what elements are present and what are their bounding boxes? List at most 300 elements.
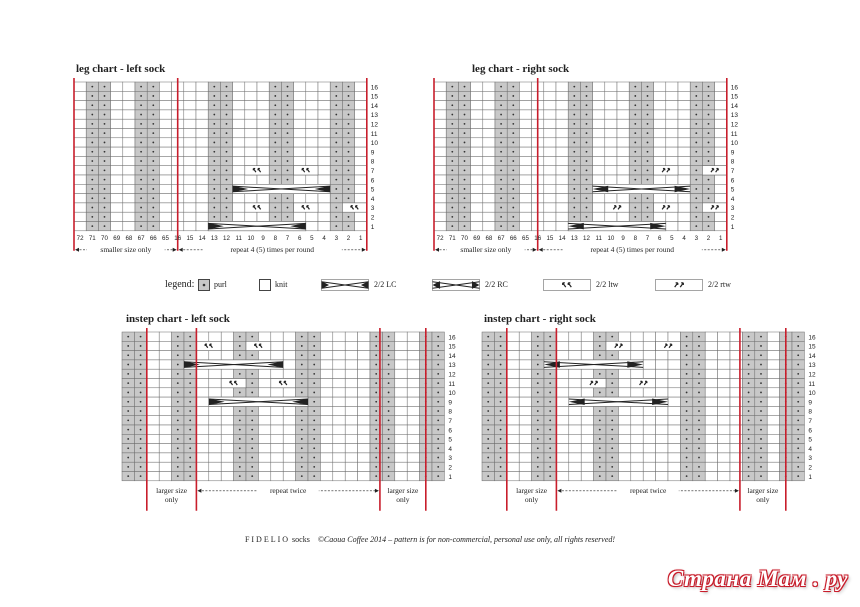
knit-cell	[666, 82, 678, 91]
purl-dot	[549, 373, 551, 375]
knit-cell	[666, 156, 678, 165]
row-number: 7	[808, 417, 813, 425]
knit-cell	[345, 434, 357, 443]
section-label: only	[164, 494, 179, 504]
knit-cell	[715, 175, 727, 184]
knit-cell	[355, 138, 367, 147]
knit-cell	[147, 444, 159, 453]
purl-dot	[686, 447, 688, 449]
knit-cell	[666, 194, 678, 203]
knit-cell	[333, 351, 345, 360]
purl-dot	[537, 429, 539, 431]
purl-dot	[313, 429, 315, 431]
column-label: 3	[694, 234, 699, 242]
knit-cell	[605, 194, 617, 203]
knit-cell	[74, 156, 86, 165]
knit-cell	[705, 406, 717, 415]
purl-dot	[226, 86, 228, 88]
knit-cell	[355, 222, 367, 231]
purl-dot	[375, 401, 377, 403]
knit-cell	[111, 156, 123, 165]
knit-cell	[159, 194, 171, 203]
column-label: 6	[657, 234, 662, 242]
purl-dot	[487, 401, 489, 403]
knit-cell	[159, 444, 171, 453]
knit-cell	[209, 332, 221, 341]
knit-cell	[718, 397, 730, 406]
purl-dot	[348, 179, 350, 181]
purl-dot	[549, 410, 551, 412]
knit-cell	[258, 388, 270, 397]
section-label: repeat twice	[629, 485, 667, 495]
knit-cell	[618, 416, 630, 425]
purl-dot	[226, 169, 228, 171]
left-cross-symbol	[208, 222, 306, 231]
purl-dot	[500, 345, 502, 347]
purl-dot	[313, 354, 315, 356]
column-label: 1	[358, 234, 363, 242]
row-number: 15	[370, 93, 379, 101]
knit-cell	[407, 332, 419, 341]
knit-cell	[507, 332, 519, 341]
purl-dot	[647, 151, 649, 153]
purl-dot	[104, 197, 106, 199]
purl-dot	[760, 447, 762, 449]
purl-dot	[686, 410, 688, 412]
row-number: 12	[370, 121, 379, 129]
knit-cell	[618, 369, 630, 378]
knit-cell	[318, 166, 330, 175]
purl-dot	[313, 419, 315, 421]
purl-dot	[500, 216, 502, 218]
purl-dot	[537, 419, 539, 421]
purl-dot	[213, 95, 215, 97]
knit-cell	[618, 332, 630, 341]
purl-dot	[797, 336, 799, 338]
purl-dot	[140, 104, 142, 106]
purl-dot	[287, 197, 289, 199]
knit-cell	[111, 119, 123, 128]
knit-cell	[184, 119, 196, 128]
column-label: 65	[522, 234, 529, 242]
purl-dot	[239, 429, 241, 431]
knit-cell	[209, 453, 221, 462]
purl-dot	[213, 142, 215, 144]
row-number: 6	[370, 177, 375, 185]
knit-cell	[715, 91, 727, 100]
knit-cell	[434, 129, 446, 138]
knit-cell	[111, 175, 123, 184]
purl-dot	[512, 207, 514, 209]
purl-dot	[335, 225, 337, 227]
knit-cell	[434, 101, 446, 110]
row-number: 9	[730, 149, 735, 157]
purl-dot	[388, 392, 390, 394]
column-label: 71	[448, 234, 456, 242]
knit-cell	[654, 119, 666, 128]
knit-cell	[544, 119, 556, 128]
knit-cell	[668, 453, 680, 462]
knit-cell	[333, 360, 345, 369]
knit-cell	[569, 453, 581, 462]
row-number: 14	[808, 352, 816, 360]
column-label: 72	[436, 234, 444, 242]
knit-cell	[705, 444, 717, 453]
purl-dot	[797, 475, 799, 477]
purl-dot	[611, 382, 613, 384]
purl-dot	[586, 86, 588, 88]
knit-cell	[111, 184, 123, 193]
purl-dot	[797, 345, 799, 347]
knit-cell	[395, 406, 407, 415]
knit-cell	[355, 156, 367, 165]
knit-cell	[294, 147, 306, 156]
purl-dot	[695, 151, 697, 153]
purl-dot	[500, 123, 502, 125]
knit-cell	[705, 472, 717, 481]
purl-dot	[91, 114, 93, 116]
purl-dot	[213, 114, 215, 116]
knit-cell	[320, 472, 332, 481]
purl-dot	[797, 401, 799, 403]
knit-cell	[643, 332, 655, 341]
knit-icon	[259, 279, 271, 291]
purl-dot	[226, 151, 228, 153]
knit-cell	[245, 147, 257, 156]
purl-dot	[437, 466, 439, 468]
legend-heading: legend:	[165, 279, 195, 290]
knit-cell	[618, 453, 630, 462]
knit-cell	[718, 462, 730, 471]
purl-dot	[388, 354, 390, 356]
knit-cell	[544, 147, 556, 156]
knit-cell	[519, 388, 531, 397]
column-label: 4	[322, 234, 326, 242]
purl-dot	[375, 447, 377, 449]
purl-dot	[537, 392, 539, 394]
purl-dot	[226, 207, 228, 209]
knit-cell	[159, 360, 171, 369]
row-number: 3	[730, 205, 735, 213]
knit-cell	[705, 416, 717, 425]
knit-cell	[556, 444, 568, 453]
knit-cell	[221, 472, 233, 481]
purl-dot	[698, 410, 700, 412]
section-label: repeat 4 (5) times per round	[230, 244, 315, 254]
knit-cell	[617, 82, 629, 91]
knit-cell	[320, 397, 332, 406]
knit-cell	[519, 472, 531, 481]
purl-dot	[335, 142, 337, 144]
purl-dot	[239, 475, 241, 477]
purl-dot	[573, 132, 575, 134]
purl-dot	[512, 179, 514, 181]
purl-dot	[537, 336, 539, 338]
column-label: 12	[583, 234, 590, 242]
purl-dot	[599, 447, 601, 449]
row-number: 3	[448, 455, 453, 463]
legend-label-rtw: 2/2 rtw	[708, 280, 731, 289]
purl-dot	[348, 169, 350, 171]
purl-dot	[451, 151, 453, 153]
purl-dot	[274, 151, 276, 153]
knit-cell	[306, 138, 318, 147]
purl-dot	[748, 401, 750, 403]
knit-cell	[556, 351, 568, 360]
column-label: 69	[113, 234, 121, 242]
purl-dot	[388, 382, 390, 384]
purl-dot	[797, 382, 799, 384]
knit-cell	[715, 147, 727, 156]
row-number: 11	[730, 130, 738, 138]
purl-dot	[464, 179, 466, 181]
knit-cell	[209, 351, 221, 360]
knit-cell	[434, 184, 446, 193]
knit-cell	[556, 175, 568, 184]
purl-dot	[287, 104, 289, 106]
section-label: smaller size only	[460, 244, 512, 254]
knit-cell	[471, 175, 483, 184]
knit-cell	[395, 462, 407, 471]
purl-dot	[348, 151, 350, 153]
knit-cell	[320, 444, 332, 453]
purl-dot	[152, 216, 154, 218]
row-number: 15	[448, 343, 456, 351]
knit-cell	[184, 82, 196, 91]
knit-cell	[654, 175, 666, 184]
purl-dot	[127, 438, 129, 440]
purl-dot	[611, 373, 613, 375]
purl-dot	[388, 401, 390, 403]
knit-cell	[593, 166, 605, 175]
knit-cell	[618, 379, 630, 388]
knit-cell	[618, 462, 630, 471]
knit-cell	[483, 194, 495, 203]
purl-dot	[634, 123, 636, 125]
knit-cell	[569, 369, 581, 378]
purl-dot	[464, 225, 466, 227]
purl-dot	[152, 104, 154, 106]
purl-dot	[335, 207, 337, 209]
purl-dot	[375, 373, 377, 375]
knit-cell	[617, 194, 629, 203]
knit-cell	[407, 406, 419, 415]
knit-cell	[147, 388, 159, 397]
purl-dot	[189, 419, 191, 421]
knit-cell	[320, 434, 332, 443]
knit-cell	[283, 369, 295, 378]
knit-cell	[111, 166, 123, 175]
knit-cell	[605, 138, 617, 147]
knit-cell	[306, 194, 318, 203]
purl-dot	[647, 207, 649, 209]
purl-dot	[537, 475, 539, 477]
purl-dot	[512, 95, 514, 97]
knit-cell	[74, 212, 86, 221]
knit-cell	[184, 156, 196, 165]
knit-cell	[355, 82, 367, 91]
purl-dot	[695, 188, 697, 190]
knit-cell	[318, 194, 330, 203]
purl-dot	[335, 188, 337, 190]
knit-cell	[358, 416, 370, 425]
purl-dot	[189, 373, 191, 375]
knit-cell	[507, 388, 519, 397]
knit-cell	[257, 212, 269, 221]
knit-cell	[407, 472, 419, 481]
left-arrow-icon	[539, 248, 543, 252]
knit-cell	[358, 472, 370, 481]
purl-dot	[464, 197, 466, 199]
column-label: 8	[633, 234, 638, 242]
purl-dot	[487, 364, 489, 366]
knit-cell	[320, 425, 332, 434]
knit-cell	[569, 462, 581, 471]
column-label: 71	[88, 234, 96, 242]
purl-dot	[586, 95, 588, 97]
purl-dot	[226, 104, 228, 106]
purl-dot	[274, 179, 276, 181]
knit-cell	[718, 351, 730, 360]
section-label: repeat twice	[269, 485, 307, 495]
knit-cell	[233, 82, 245, 91]
purl-dot	[274, 86, 276, 88]
purl-dot	[549, 382, 551, 384]
purl-dot	[189, 382, 191, 384]
knit-cell	[111, 101, 123, 110]
purl-dot	[177, 354, 179, 356]
knit-cell	[407, 462, 419, 471]
knit-cell	[257, 82, 269, 91]
knit-cell	[483, 156, 495, 165]
knit-cell	[318, 212, 330, 221]
knit-cell	[306, 129, 318, 138]
knit-cell	[123, 212, 135, 221]
purl-dot	[301, 475, 303, 477]
purl-dot	[647, 169, 649, 171]
knit-cell	[320, 341, 332, 350]
purl-dot	[599, 336, 601, 338]
purl-dot	[708, 225, 710, 227]
purl-dot	[708, 142, 710, 144]
purl-dot	[91, 123, 93, 125]
leg-left-title: leg chart - left sock	[76, 63, 166, 75]
knit-cell	[196, 453, 208, 462]
knit-cell	[358, 453, 370, 462]
knit-cell	[656, 388, 668, 397]
knit-cell	[184, 138, 196, 147]
row-number: 5	[730, 186, 735, 194]
purl-dot	[189, 392, 191, 394]
knit-cell	[507, 397, 519, 406]
knit-cell	[333, 388, 345, 397]
purl-dot	[760, 336, 762, 338]
knit-cell	[519, 416, 531, 425]
purl-dot	[213, 86, 215, 88]
knit-cell	[233, 203, 245, 212]
purl-dot	[127, 364, 129, 366]
knit-cell	[631, 369, 643, 378]
knit-cell	[196, 129, 208, 138]
knit-cell	[358, 351, 370, 360]
purl-dot	[647, 142, 649, 144]
knit-cell	[471, 212, 483, 221]
knit-cell	[643, 341, 655, 350]
purl-dot	[500, 457, 502, 459]
row-number: 6	[808, 427, 813, 435]
purl-dot	[512, 225, 514, 227]
knit-cell	[618, 425, 630, 434]
knit-cell	[593, 91, 605, 100]
purl-dot	[487, 410, 489, 412]
knit-cell	[618, 406, 630, 415]
knit-cell	[544, 138, 556, 147]
knit-cell	[306, 101, 318, 110]
knit-cell	[221, 462, 233, 471]
knit-cell	[715, 184, 727, 193]
knit-cell	[318, 203, 330, 212]
purl-dot	[239, 466, 241, 468]
row-number: 10	[448, 390, 456, 398]
purl-dot	[239, 336, 241, 338]
column-label: 9	[621, 234, 625, 242]
knit-cell	[147, 369, 159, 378]
purl-dot	[549, 475, 551, 477]
purl-dot	[487, 392, 489, 394]
knit-cell	[434, 166, 446, 175]
purl-dot	[500, 114, 502, 116]
purl-dot	[647, 104, 649, 106]
knit-cell	[593, 101, 605, 110]
purl-dot	[140, 160, 142, 162]
knit-cell	[593, 138, 605, 147]
purl-dot	[152, 132, 154, 134]
knit-cell	[507, 444, 519, 453]
knit-cell	[705, 397, 717, 406]
knit-cell	[767, 397, 779, 406]
purl-dot	[127, 475, 129, 477]
knit-cell	[345, 388, 357, 397]
purl-dot	[512, 216, 514, 218]
purl-dot	[287, 132, 289, 134]
knit-cell	[233, 91, 245, 100]
purl-dot	[748, 364, 750, 366]
knit-cell	[593, 119, 605, 128]
right-cross-symbol	[433, 280, 480, 291]
purl-dot	[127, 429, 129, 431]
purl-dot	[348, 95, 350, 97]
row-number: 13	[370, 112, 379, 120]
purl-dot	[647, 123, 649, 125]
knit-cell	[519, 82, 531, 91]
knit-cell	[245, 119, 257, 128]
right-twist-symbol	[702, 203, 726, 212]
purl-dot	[91, 169, 93, 171]
purl-dot	[698, 392, 700, 394]
purl-dot	[487, 419, 489, 421]
knit-cell	[196, 388, 208, 397]
left-twist-symbol	[294, 203, 318, 212]
knit-cell	[471, 194, 483, 203]
purl-dot	[698, 336, 700, 338]
purl-dot	[512, 86, 514, 88]
column-label: 13	[210, 234, 218, 242]
knit-cell	[345, 397, 357, 406]
knit-cell	[668, 332, 680, 341]
purl-dot	[451, 142, 453, 144]
purl-dot	[251, 447, 253, 449]
column-label: 12	[223, 234, 230, 242]
